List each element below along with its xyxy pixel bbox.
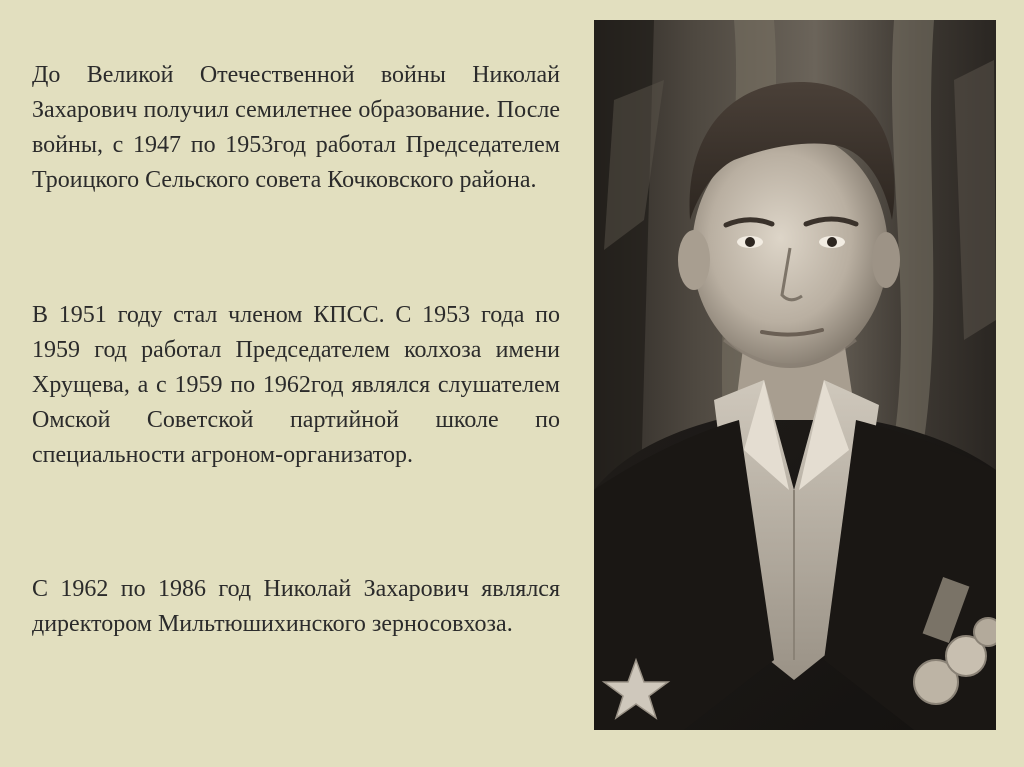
portrait-photo [594, 20, 996, 730]
paragraph-director: С 1962 по 1986 год Николай Захарович являлся директором Мильтюшихинского зерносовхоза. [32, 576, 560, 637]
paragraph-party-career: В 1951 году стал членом КПСС. С 1953 года по 1959 год работал Председателем колхоза имени Хрущева, а с 1959 по 1962год являлся слушателем Омской Советской партийной школе по специальности агроном-организатор. [32, 302, 560, 468]
paragraph-early-life: До Великой Отечественной войны Николай Захарович получил семилетнее образование. После войны, с 1947 по 1953год работал Председателем Троицкого Сельского совета Кочковского района. [32, 62, 560, 193]
